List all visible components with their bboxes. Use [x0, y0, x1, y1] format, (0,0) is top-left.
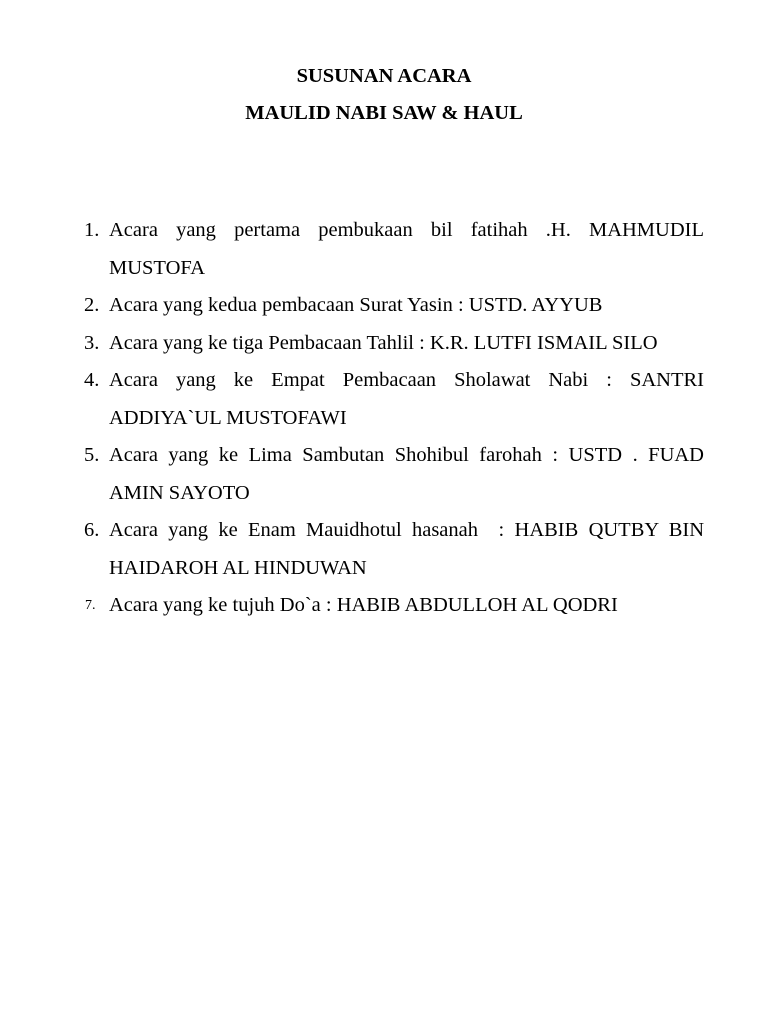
agenda-item-6 — [64, 512, 710, 587]
agenda-list — [64, 212, 710, 625]
agenda-item-text: Acara yang ke tujuh Do`a : HABIB ABDULLOH AL QODRI — [109, 594, 618, 616]
agenda-item-3 — [64, 325, 704, 363]
agenda-item-text: Acara yang ke Empat Pembacaan Sholawat Nabi : SANTRI ADDIYA`UL MUSTOFAWI — [109, 369, 704, 429]
agenda-item-number: 7. — [85, 598, 96, 613]
agenda-item-1 — [64, 212, 704, 287]
agenda-item-number: 2. — [84, 294, 100, 316]
agenda-item-7 — [64, 587, 704, 625]
agenda-item-text: Acara yang ke tiga Pembacaan Tahlil : K.R. LUTFI ISMAIL SILO — [109, 331, 658, 354]
agenda-item-number: 6. — [84, 519, 100, 541]
agenda-item-number: 3. — [84, 331, 100, 354]
agenda-item-text: Acara yang pertama pembukaan bil fatihah .H. MAHMUDIL MUSTOFA — [109, 219, 704, 279]
agenda-item-number: 5. — [84, 444, 100, 466]
agenda-item-text: Acara yang kedua pembacaan Surat Yasin : USTD. AYYUB — [109, 294, 603, 316]
agenda-item-5 — [64, 437, 704, 512]
agenda-item-text: Acara yang ke Enam Mauidhotul hasanah : HABIB QUTBY BIN HAIDAROH AL HINDUWAN — [109, 519, 710, 579]
document-title-line-2: MAULID NABI SAW & HAUL — [245, 102, 523, 124]
agenda-item-text: Acara yang ke Lima Sambutan Shohibul farohah : USTD . FUAD AMIN SAYOTO — [109, 444, 704, 504]
agenda-item-4 — [64, 362, 704, 437]
agenda-item-number: 1. — [84, 219, 100, 241]
agenda-item-2 — [64, 287, 704, 325]
document-title-line-1: SUSUNAN ACARA — [296, 65, 472, 87]
agenda-item-number: 4. — [84, 369, 100, 391]
